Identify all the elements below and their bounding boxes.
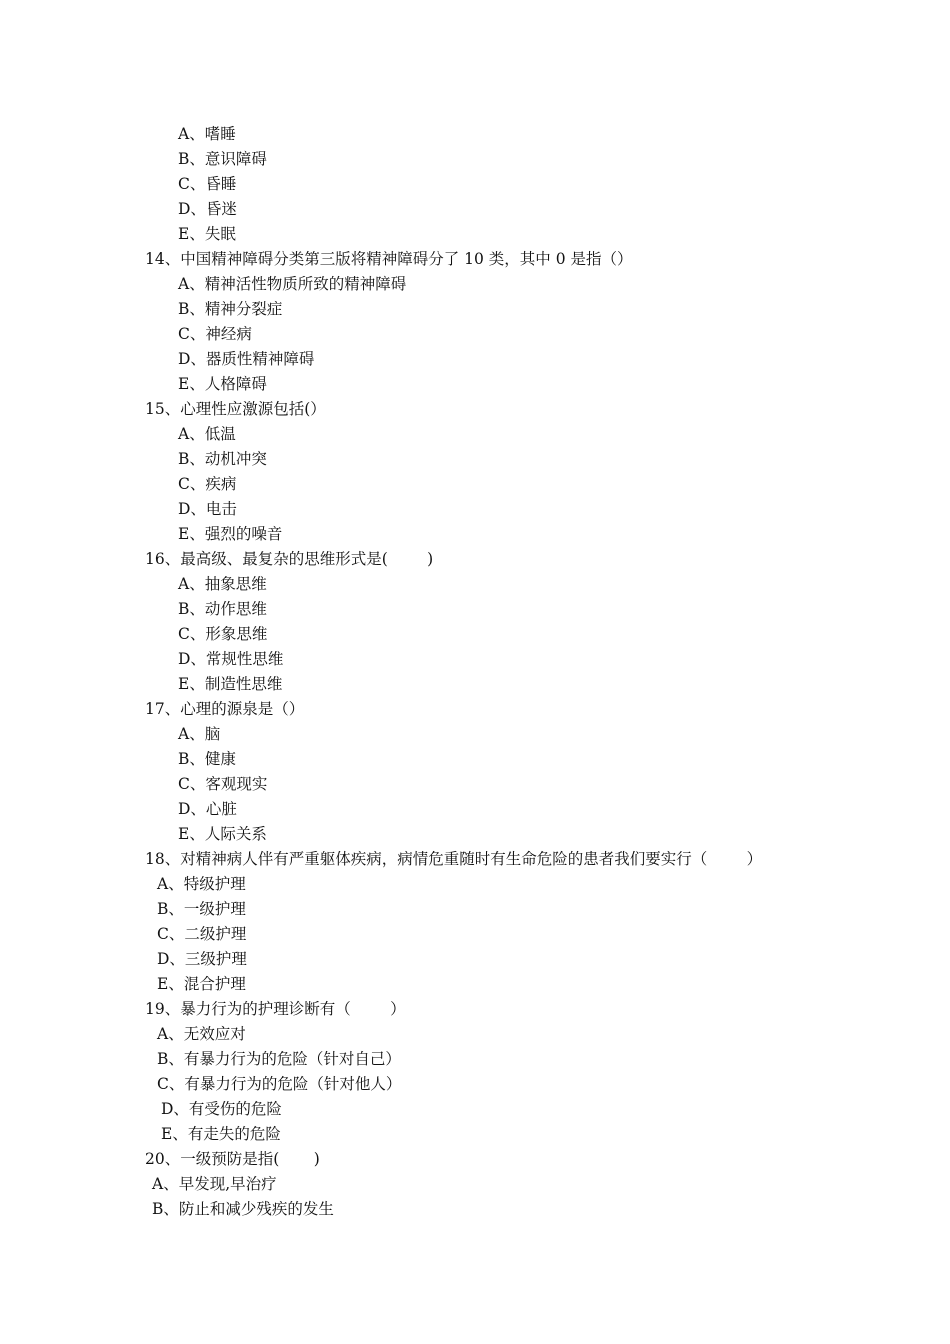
option-text: B、防止和减少残疾的发生 xyxy=(152,1200,334,1218)
document-page xyxy=(0,122,950,1222)
option-text: C、客观现实 xyxy=(178,775,268,793)
option-text: D、电击 xyxy=(178,500,237,518)
option-text: B、意识障碍 xyxy=(178,150,267,168)
option-text: C、形象思维 xyxy=(178,625,268,643)
option-text: E、失眠 xyxy=(178,225,236,243)
option-text: D、有受伤的危险 xyxy=(161,1100,282,1118)
option-text: A、早发现,早治疗 xyxy=(152,1175,277,1193)
option-text: D、常规性思维 xyxy=(178,650,284,668)
question-text: 17、心理的源泉是（） xyxy=(145,700,305,718)
option-text: A、嗜睡 xyxy=(178,125,236,143)
option-text: B、动机冲突 xyxy=(178,450,267,468)
option-text: A、无效应对 xyxy=(157,1025,246,1043)
option-text: C、昏睡 xyxy=(178,175,237,193)
option-text: B、动作思维 xyxy=(178,600,267,618)
question-text: 19、暴力行为的护理诊断有（ ） xyxy=(145,1000,406,1018)
option-text: A、精神活性物质所致的精神障碍 xyxy=(178,275,407,293)
option-text: E、人际关系 xyxy=(178,825,267,843)
option-text: E、强烈的噪音 xyxy=(178,525,283,543)
option-text: C、有暴力行为的危险（针对他人） xyxy=(157,1075,402,1093)
option-text: B、有暴力行为的危险（针对自己） xyxy=(157,1050,401,1068)
option-text: E、混合护理 xyxy=(157,975,246,993)
option-text: C、疾病 xyxy=(178,475,237,493)
option-text: D、心脏 xyxy=(178,800,237,818)
question-text: 14、中国精神障碍分类第三版将精神障碍分了 10 类，其中 0 是指（） xyxy=(145,250,633,268)
option-text: B、一级护理 xyxy=(157,900,246,918)
option-text: A、低温 xyxy=(178,425,236,443)
option-text: E、人格障碍 xyxy=(178,375,267,393)
option-text: B、精神分裂症 xyxy=(178,300,283,318)
option-text: D、昏迷 xyxy=(178,200,237,218)
question-text: 20、一级预防是指( ) xyxy=(145,1150,320,1168)
option-text: A、抽象思维 xyxy=(178,575,267,593)
option-text: B、健康 xyxy=(178,750,236,768)
option-text: D、器质性精神障碍 xyxy=(178,350,315,368)
option-text: A、脑 xyxy=(178,725,221,743)
option-text: A、特级护理 xyxy=(157,875,246,893)
question-text: 18、对精神病人伴有严重躯体疾病，病情危重随时有生命危险的患者我们要实行（ ） xyxy=(145,850,763,868)
option-text: E、制造性思维 xyxy=(178,675,283,693)
question-text: 15、心理性应激源包括(） xyxy=(145,400,326,418)
option-text: D、三级护理 xyxy=(157,950,247,968)
question-text: 16、最高级、最复杂的思维形式是( ) xyxy=(145,550,434,568)
option-text: E、有走失的危险 xyxy=(161,1125,281,1143)
option-text: C、神经病 xyxy=(178,325,252,343)
option-text: C、二级护理 xyxy=(157,925,247,943)
